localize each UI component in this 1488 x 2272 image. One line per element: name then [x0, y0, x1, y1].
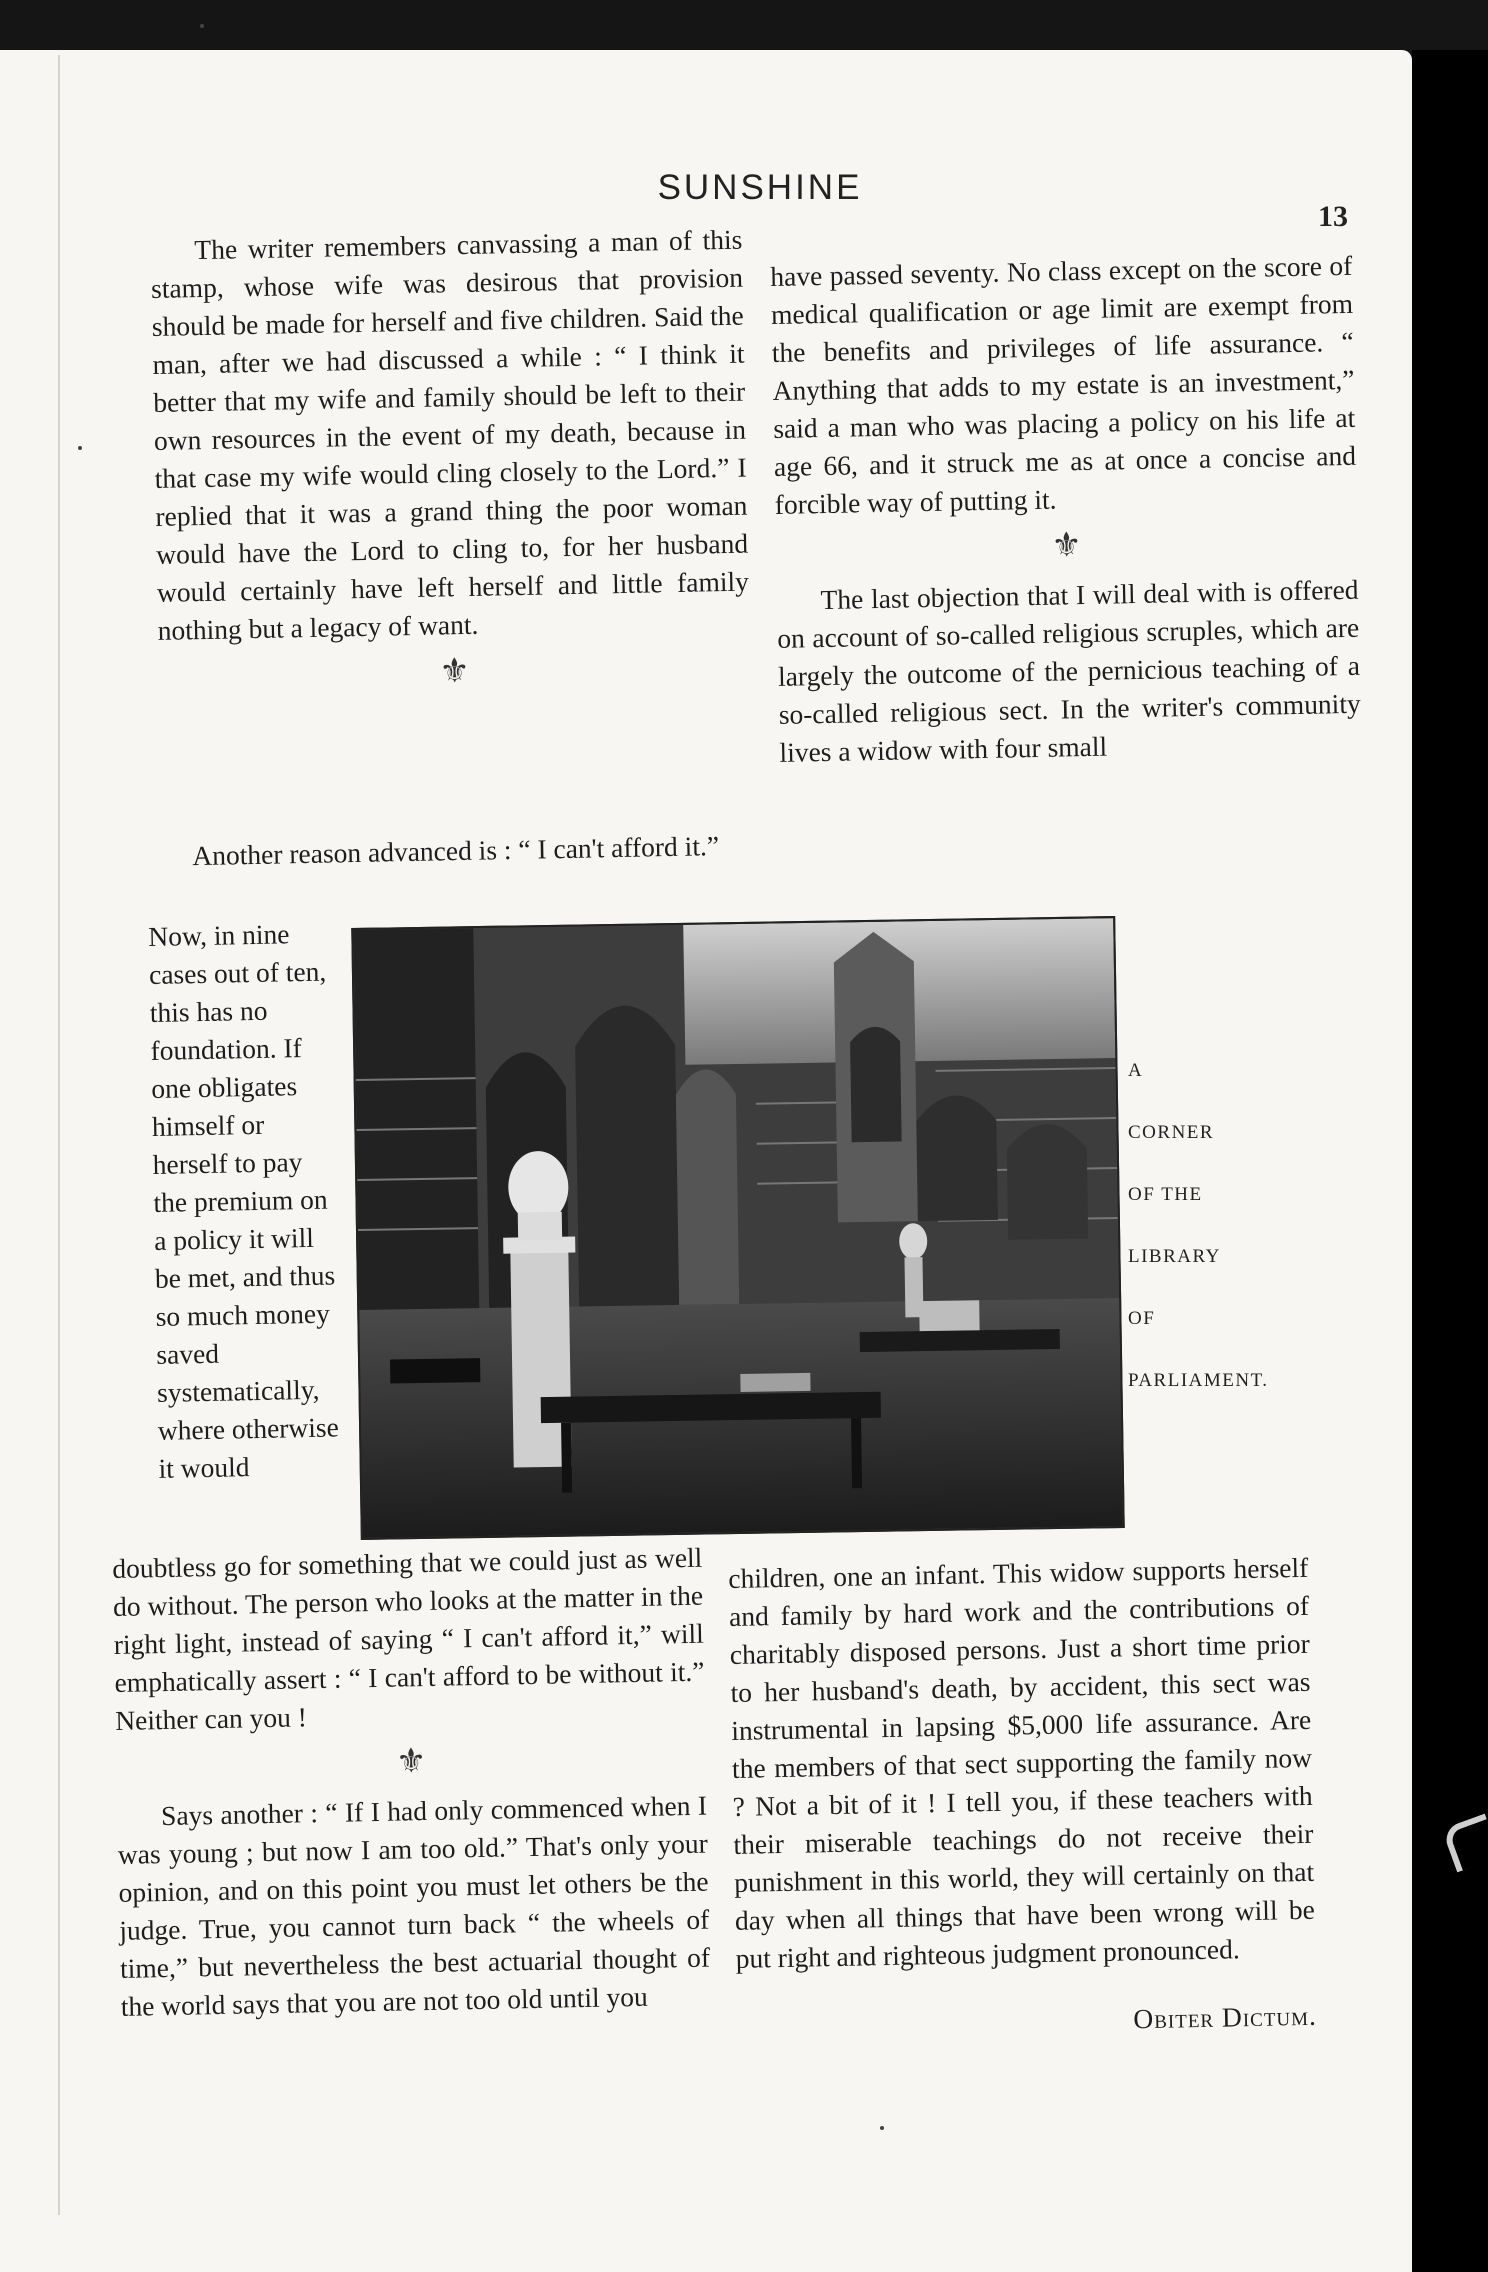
right-column-top [770, 247, 1362, 772]
running-header-title: SUNSHINE [657, 168, 863, 207]
caption-line: A [1128, 1060, 1144, 1081]
fleur-de-lis-ornament-icon: ⚜ [1050, 527, 1083, 565]
caption-line: CORNER [1128, 1122, 1215, 1143]
caption-line: LIBRARY [1128, 1246, 1221, 1267]
paragraph: Another reason advanced is : “ I can't afford it.” [192, 830, 720, 872]
caption-line: OF THE [1128, 1184, 1203, 1205]
caption-line: PARLIAMENT. [1128, 1370, 1269, 1391]
paragraph: The writer remembers canvassing a man of this stamp, whose wife was desirous that provision should be made for herself and five children. Said the man, after we had discussed a while : “ I think it better that my wife and family should be left to their own resources in the event of my death, because in that case my wife would cling closely to the Lord.” I replied that it was a grand thing the poor woman would have the Lord to cling to, for her husband would certainly have left herself and little family nothing but a legacy of want. [150, 223, 750, 646]
scan-speck [880, 2126, 884, 2130]
left-column-bottom [112, 1539, 711, 2026]
paragraph: Says another : “ If I had only commenced when I was young ; but now I am too old.” That's only your opinion, and on this point you must let others be the judge. True, you cannot turn back “ the wheels of time,” but nevertheless the best actuarial thought of the world says that you are not too old until you [117, 1789, 711, 2022]
page-number: 13 [1318, 200, 1348, 233]
fleur-de-lis-ornament-icon: ⚜ [395, 1743, 427, 1781]
paragraph: have passed seventy. No class except on the score of medical qualification or age limit are exempt from the benefits and privileges of life assurance. “ Anything that adds to my estate is an investment,” said a man who was placing a policy on his life at age 66, and it struck me as at once a concise and forcible way of putting it. [770, 249, 1357, 520]
paragraph: children, one an infant. This widow supports herself and family by hard work and the contributions of charitably disposed persons. Just a short time prior to her husband's death, by accident, this sect was instrumental in lapsing $5,000 life assurance. Are the members of that sect supporting the family now ? Not a bit of it ! I tell you, if these teachers with their miserable teachings do not receive their punishment in this world, they will certainly on that day when all things that have been wrong will be put right and righteous judgment pronounced. [728, 1551, 1316, 1974]
fleur-de-lis-ornament-icon: ⚜ [438, 652, 471, 691]
scan-speck [200, 24, 204, 28]
author-signature: Obiter Dictum. [1133, 1999, 1318, 2035]
caption-line: OF [1128, 1308, 1156, 1329]
photo-caption [1128, 1040, 1298, 1412]
scan-speck [78, 446, 82, 450]
library-interior-illustration [353, 918, 1122, 1538]
paragraph: doubtless go for something that we could just as well do without. The person who looks at the matter in the right light, instead of saying “ I can't afford it,” will emphatically assert : “ I can't afford to be without it.” Neither can you ! [112, 1541, 705, 1736]
paragraph: The last objection that I will deal with is offered on account of so-called religious scruples, which are largely the outcome of the pernicious teaching of a so-called religious sect. In the writer's community lives a widow with four small [777, 573, 1361, 768]
library-of-parliament-photograph [351, 916, 1125, 1540]
right-column-bottom [728, 1549, 1317, 2046]
paragraph: Now, in nine cases out of ten, this has no foundation. If one obligates himself or herself to pay the premium on a policy it will be met, and thus so much money saved systematically, where otherwise it would [148, 918, 340, 1484]
narrow-column-beside-photo [148, 914, 347, 1488]
scan-background-edge [1412, 50, 1488, 2272]
page-gutter-line [58, 55, 60, 2215]
left-column-top [150, 221, 751, 708]
